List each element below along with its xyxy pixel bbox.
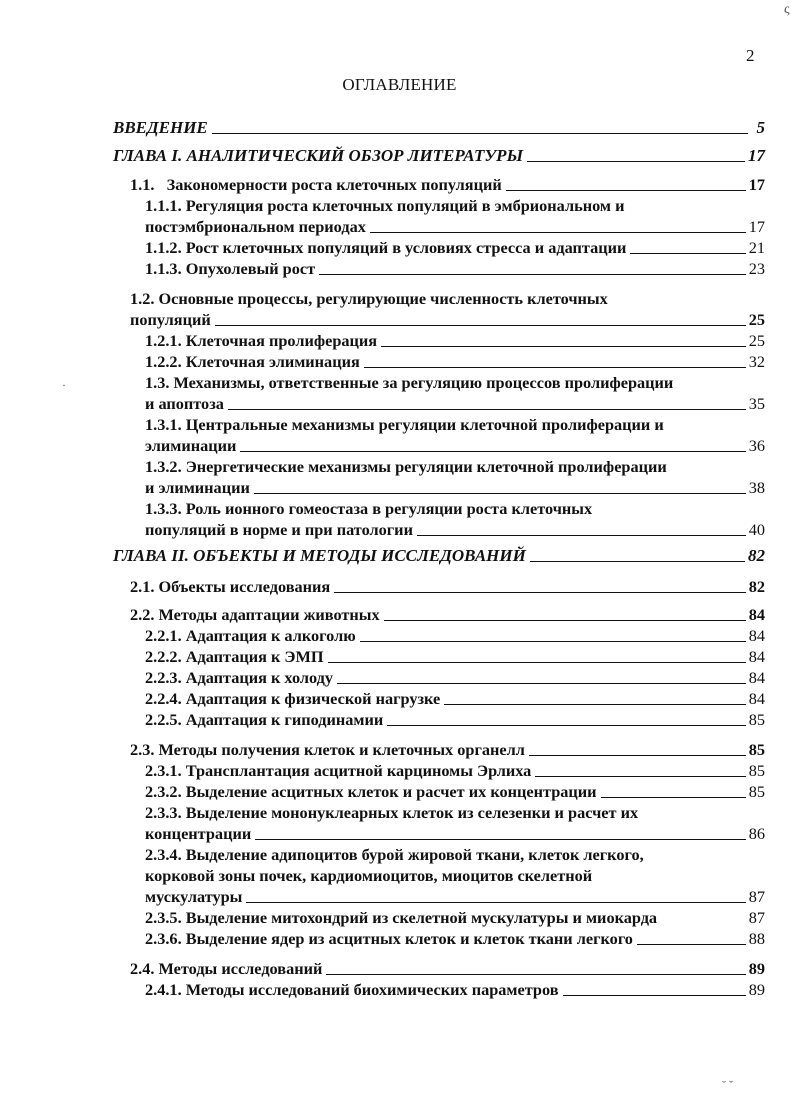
toc-entry-text: 2.3.5. Выделение митохондрий из скелетной мускулатуры и миокарда [145, 908, 658, 927]
toc-entry-page: 85 [748, 710, 765, 729]
toc-entry-text: 1.2.2. Клеточная элиминация [145, 352, 360, 371]
leader-line [444, 703, 745, 705]
toc-entry-text-line: и апоптоза [145, 394, 224, 413]
toc-entry-page: 87 [748, 887, 765, 906]
toc-entry-text-line: постэмбриональном периодах [145, 217, 366, 236]
toc-entry-text: 2.2.4. Адаптация к физической нагрузке [145, 689, 441, 708]
toc-entry-1-3-3[interactable] [145, 498, 765, 540]
leader-line [337, 682, 746, 684]
toc-entry-text: 1.2.1. Клеточная пролиферация [145, 331, 378, 350]
toc-entry-2-3-4[interactable] [145, 844, 765, 907]
toc-entry-1-2[interactable] [130, 288, 765, 330]
page-title: ОГЛАВЛЕНИЕ [342, 75, 457, 94]
toc-entry-text: 2.2.5. Адаптация к гиподинамии [145, 710, 384, 729]
toc-entry-page: 84 [748, 689, 765, 708]
leader-line [384, 619, 746, 621]
toc-entry-1-1[interactable] [130, 174, 765, 195]
toc-entry-page: 38 [748, 478, 765, 497]
toc-entry-1-1-3[interactable] [145, 258, 765, 279]
toc-entry-page: 25 [748, 310, 765, 329]
toc-entry-page: 17 [748, 217, 765, 236]
toc-entry-text-line: 1.1.1. Регуляция роста клеточных популяций в эмбриональном и [145, 196, 625, 215]
leader-line [334, 591, 745, 593]
toc-entry-text: 1.1. Закономерности роста клеточных популяций [130, 175, 502, 194]
leader-line [535, 775, 745, 777]
toc-entry-text-line: концентрации [145, 824, 252, 843]
toc-entry-1-3-1[interactable] [145, 414, 765, 456]
toc-entry-page: 89 [748, 959, 765, 978]
toc-entry-2-3[interactable] [130, 739, 765, 760]
leader-line [254, 492, 746, 494]
toc-entry-text-line: элиминации [145, 436, 237, 455]
toc-entry-text-line: 1.2. Основные процессы, регулирующие численность клеточных [130, 289, 608, 308]
toc-entry-page: 84 [748, 647, 765, 666]
leader-line [630, 252, 745, 254]
leader-line [370, 231, 746, 233]
toc-entry-text: 2.3. Методы получения клеток и клеточных органелл [130, 740, 525, 759]
toc-entry-page: 89 [748, 980, 765, 999]
toc-entry-page: 86 [748, 824, 765, 843]
toc-entry-page: 82 [748, 546, 765, 565]
toc-entry-1-1-2[interactable] [145, 237, 765, 258]
toc-entry-text: ГЛАВА I. АНАЛИТИЧЕСКИЙ ОБЗОР ЛИТЕРАТУРЫ [113, 146, 524, 165]
page-number: 2 [746, 46, 755, 65]
toc-entry-text: ВВЕДЕНИЕ [113, 118, 208, 137]
toc-entry-text-line: 1.3.2. Энергетические механизмы регуляции клеточной пролиферации [145, 457, 667, 476]
toc-entry-text: 2.4. Методы исследований [130, 959, 323, 978]
toc-entry-text-line: популяций в норме и при патологии [145, 520, 413, 539]
toc-entry-page: 25 [748, 331, 765, 350]
leader-line [240, 450, 745, 452]
toc-entry-2-3-6[interactable] [145, 928, 765, 949]
toc-entry-text-line: и элиминации [145, 478, 250, 497]
toc-entry-page: 32 [748, 352, 765, 371]
leader-line [527, 160, 745, 162]
leader-line [212, 132, 748, 134]
leader-line [228, 408, 746, 410]
toc-entry-page: 17 [748, 146, 765, 165]
leader-line [563, 994, 746, 996]
toc-entry-text-line: 1.3. Механизмы, ответственные за регуляцию процессов пролиферации [145, 373, 674, 392]
leader-line [637, 943, 746, 945]
toc-entry-2-3-3[interactable] [145, 802, 765, 844]
toc-entry-text: 2.2. Методы адаптации животных [130, 605, 380, 624]
leader-line [387, 724, 745, 726]
toc-entry-text: 2.2.2. Адаптация к ЭМП [145, 647, 324, 666]
toc-entry-2-3-5[interactable] [145, 907, 765, 928]
toc-entry-page: 21 [748, 238, 765, 257]
leader-line [360, 640, 746, 642]
toc-entry-page: 87 [748, 908, 765, 927]
toc-entry-text: 2.3.6. Выделение ядер из асцитных клеток и клеток ткани легкого [145, 929, 633, 948]
leader-line [319, 273, 746, 275]
toc-entry-page: 23 [748, 259, 765, 278]
toc-entry-page: 88 [748, 929, 765, 948]
toc-entry-1-2-2[interactable] [145, 351, 765, 372]
leader-line [529, 754, 746, 756]
leader-line [601, 796, 746, 798]
toc-entry-text: 2.1. Объекты исследования [130, 577, 331, 596]
toc-entry-page: 85 [748, 782, 765, 801]
toc-entry-2-2-4[interactable] [145, 688, 765, 709]
toc-entry-text: ГЛАВА II. ОБЪЕКТЫ И МЕТОДЫ ИССЛЕДОВАНИЙ [113, 546, 526, 565]
toc-entry-text: 1.1.3. Опухолевый рост [145, 259, 316, 278]
toc-entry-text-line: 1.3.3. Роль ионного гомеостаза в регуляции роста клеточных [145, 499, 593, 518]
toc-entry-2-4[interactable] [130, 958, 765, 979]
leader-line [530, 560, 745, 562]
toc-entry-text: 2.4.1. Методы исследований биохимических параметров [145, 980, 559, 999]
leader-line [326, 973, 745, 975]
toc-entry-text-line: 1.3.1. Центральные механизмы регуляции клеточной пролиферации и [145, 415, 664, 434]
corner-mark: ς [784, 2, 790, 17]
toc-entry-text: 2.3.2. Выделение асцитных клеток и расчет их концентрации [145, 782, 597, 801]
toc-entry-2-3-2[interactable] [145, 781, 765, 802]
leader-line [417, 534, 746, 536]
toc-entry-text-line: мускулатуры [145, 887, 243, 906]
toc-entry-page: 85 [748, 740, 765, 759]
bottom-mark: ˘ ˇ [722, 1078, 733, 1092]
toc-entry-2-2-3[interactable] [145, 667, 765, 688]
toc-entry-1-2-1[interactable] [145, 330, 765, 351]
toc-entry-page: 17 [748, 175, 765, 194]
toc-entry-chapter-1[interactable] [113, 145, 765, 166]
toc-entry-text-line: популяций [130, 310, 211, 329]
toc-entry-text: 2.2.3. Адаптация к холоду [145, 668, 334, 687]
leader-line [246, 901, 745, 903]
toc-entry-2-1[interactable] [130, 576, 765, 597]
toc-entry-text-line: 2.3.4. Выделение адипоцитов бурой жировой ткани, клеток легкого, [145, 845, 644, 864]
toc-entry-page: 85 [748, 761, 765, 780]
toc-entry-chapter-2[interactable] [113, 545, 765, 566]
toc-entry-1-3[interactable] [145, 372, 765, 414]
toc-entry-2-2-2[interactable] [145, 646, 765, 667]
toc-entry-page: 40 [748, 520, 765, 539]
leader-line [364, 366, 746, 368]
toc-entry-page: 35 [748, 394, 765, 413]
toc-entry-page: 84 [748, 605, 765, 624]
toc-entry-text: 2.2.1. Адаптация к алкоголю [145, 626, 356, 645]
leader-line [255, 838, 746, 840]
toc-entry-1-1-1[interactable] [145, 195, 765, 237]
toc-entry-page: 82 [748, 577, 765, 596]
toc-entry-text-line: корковой зоны почек, кардиомиоцитов, миоцитов скелетной [145, 866, 593, 885]
toc-entry-page: 36 [748, 436, 765, 455]
toc-entry-2-2-5[interactable] [145, 709, 765, 730]
toc-entry-2-3-1[interactable] [145, 760, 765, 781]
toc-entry-intro[interactable] [113, 117, 765, 138]
toc-entry-1-3-2[interactable] [145, 456, 765, 498]
toc-entry-page: 84 [748, 626, 765, 645]
leader-line [328, 661, 746, 663]
toc-entry-2-2-1[interactable] [145, 625, 765, 646]
toc-entry-text: 2.3.1. Трансплантация асцитной карциномы Эрлиха [145, 761, 532, 780]
toc-entry-text: 1.1.2. Рост клеточных популяций в условиях стресса и адаптации [145, 238, 627, 257]
leader-line [506, 189, 746, 191]
toc-entry-page: 84 [748, 668, 765, 687]
speck-mark: · [62, 378, 66, 392]
leader-line [215, 324, 746, 326]
toc-entry-2-4-1[interactable] [145, 979, 765, 1000]
toc-entry-2-2[interactable] [130, 604, 765, 625]
toc-entry-page: 5 [756, 118, 765, 137]
toc-entry-text-line: 2.3.3. Выделение мононуклеарных клеток из селезенки и расчет их [145, 803, 639, 822]
leader-line [381, 345, 746, 347]
